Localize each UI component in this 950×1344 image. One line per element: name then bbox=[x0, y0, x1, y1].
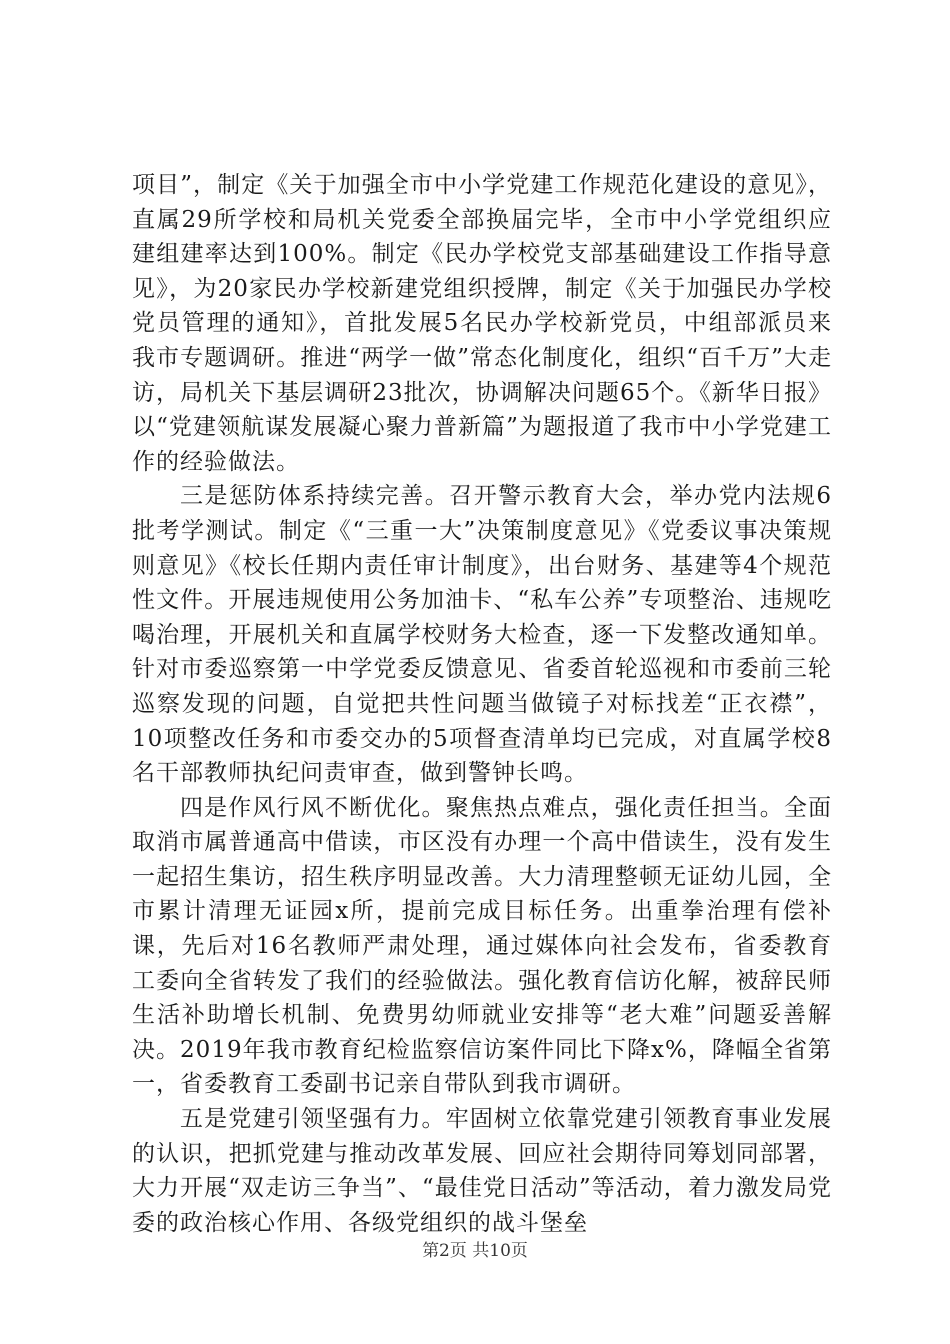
paragraph-2: 三是惩防体系持续完善。召开警示教育大会，举办党内法规6批考学测试。制定《“三重一大”决策制度意见》《党委议事决策规则意见》《校长任期内责任审计制度》，出台财务、基建等4个规范性文件。开展违规使用公务加油卡、“私车公养”专项整治、违规吃喝治理，开展机关和直属学校财务大检查，逐一下发整改通知单。针对市委巡察第一中学党委反馈意见、省委首轮巡视和市委前三轮巡察发现的问题，自觉把共性问题当做镜子对标找差“正衣襟”，10项整改任务和市委交办的5项督查清单均已完成，对直属学校8名干部教师执纪问责审查，做到警钟长鸣。 bbox=[132, 483, 832, 787]
document-body bbox=[132, 168, 832, 1240]
paragraph-4: 五是党建引领坚强有力。牢固树立依靠党建引领教育事业发展的认识，把抓党建与推动改革发展、回应社会期待同筹划同部署，大力开展“双走访三争当”、“最佳党日活动”等活动，着力激发局党委的政治核心作用、各级党组织的战斗堡垒 bbox=[132, 1106, 832, 1236]
paragraph-1: 项目”，制定《关于加强全市中小学党建工作规范化建设的意见》，直属29所学校和局机关党委全部换届完毕，全市中小学党组织应建组建率达到100%。制定《民办学校党支部基础建设工作指导意见》，为20家民办学校新建党组织授牌，制定《关于加强民办学校党员管理的通知》，首批发展5名民办学校新党员，中组部派员来我市专题调研。推进“两学一做”常态化制度化，组织“百千万”大走访，局机关下基层调研23批次，协调解决问题65个。《新华日报》以“党建领航谋发展凝心聚力普新篇”为题报道了我市中小学党建工作的经验做法。 bbox=[132, 172, 832, 475]
page-footer: 第2页 共10页 bbox=[422, 1241, 528, 1261]
paragraph-3: 四是作风行风不断优化。聚焦热点难点，强化责任担当。全面取消市属普通高中借读，市区没有办理一个高中借读生，没有发生一起招生集访，招生秩序明显改善。大力清理整顿无证幼儿园，全市累计清理无证园x所，提前完成目标任务。出重拳治理有偿补课，先后对16名教师严肃处理，通过媒体向社会发布，省委教育工委向全省转发了我们的经验做法。强化教育信访化解，被辞民师生活补助增长机制、免费男幼师就业安排等“老大难”问题妥善解决。2019年我市教育纪检监察信访案件同比下降x%，降幅全省第一，省委教育工委副书记亲自带队到我市调研。 bbox=[132, 794, 832, 1098]
